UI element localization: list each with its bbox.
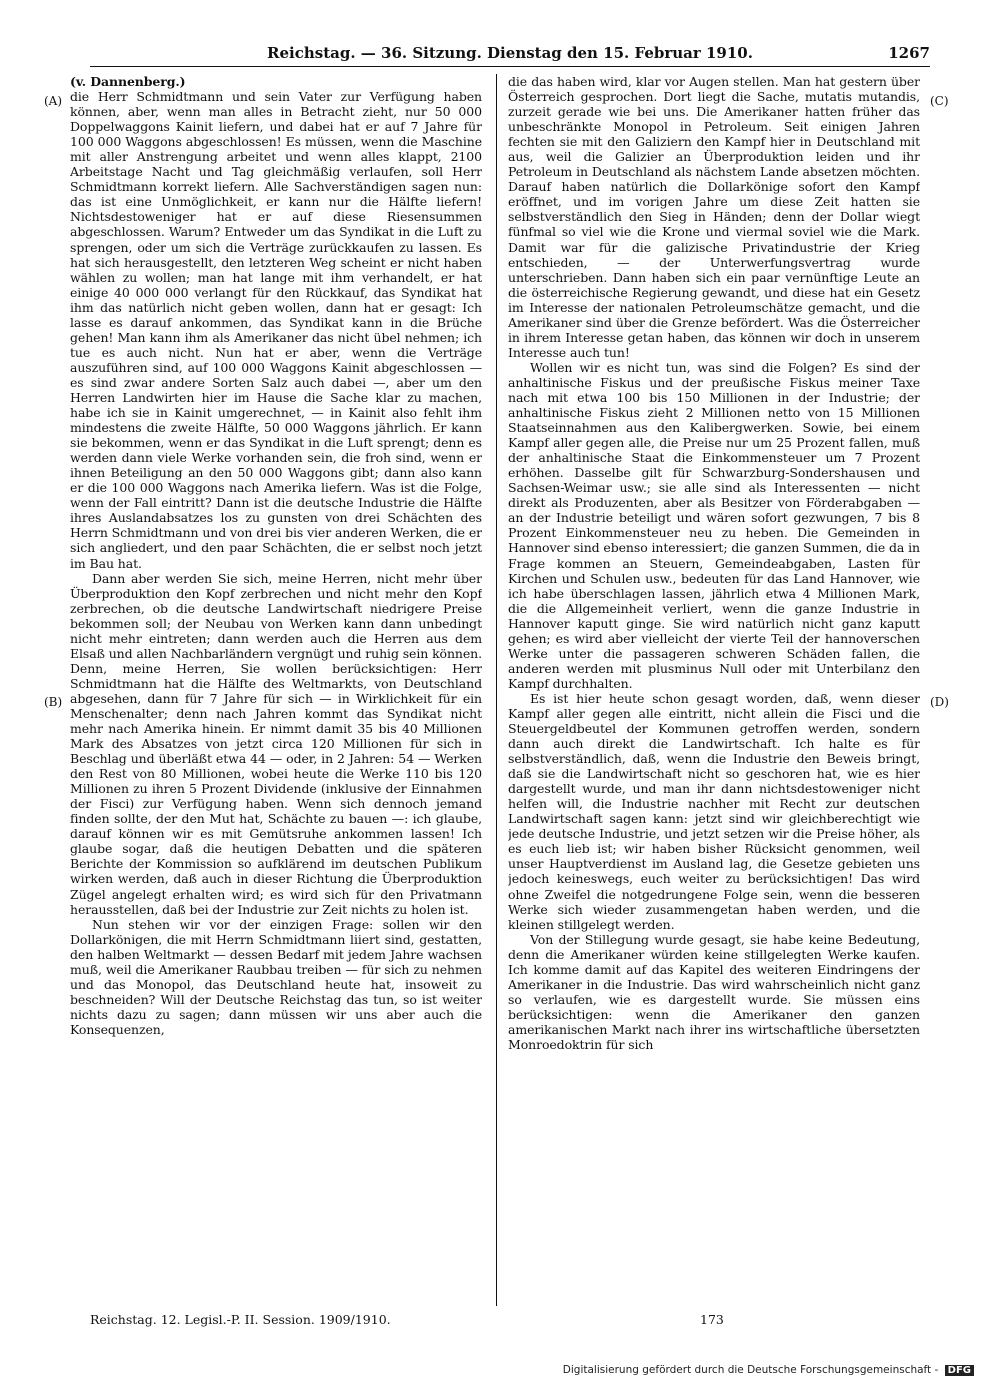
margin-marker-c: (C) — [930, 94, 949, 108]
paragraph: Von der Stillegung wurde gesagt, sie habe keine Bedeutung, denn die Amerikaner würden keine stillgelegten Werke kaufen. Ich komme damit auf das Kapitel des weiteren Eindringens der Amerikaner in die Industrie. Das wird wahrscheinlich nicht ganz so verlaufen, wie es dargestellt wurde. Sie müssen eins berücksichtigen: wenn die Amerikaner den ganzen amerikanischen Markt nach ihrer ins wirtschaftliche übersetzten Monroedoktrin für sich — [508, 931, 920, 1052]
right-column — [508, 74, 920, 1306]
paragraph: Wollen wir es nicht tun, was sind die Folgen? Es sind der anhaltinische Fiskus und der preußische Fiskus meiner Taxe nach mit etwa 100 bis 150 Millionen in der Industrie; der anhaltinische Fiskus zieht 2 Millionen netto von 15 Millionen Staatseinnahmen aus den Kalibergwerken. Sowie, bei einem Kampf aller gegen alle, die Preise nur um 25 Prozent fallen, muß der anhaltinische Staat die Einkommensteuer um 7 Prozent erhöhen. Dasselbe gilt für Schwarzburg-Sondershausen und Sachsen-Weimar usw.; sie alle sind als Interessenten — nicht direkt als Produzenten, aber als Besitzer von Förderabgaben — an der Industrie beteiligt und wären sofort gezwungen, 7 bis 8 Prozent Einkommensteuer neu zu heben. Die Gemeinden in Hannover sind ebenso interessiert; die ganzen Summen, die da in Frage kommen an Steuern, Gemeindeabgaben, Lasten für Kirchen und Schulen usw., bedeuten für das Land Hannover, wie ich habe überschlagen lassen, jährlich etwa 4 Millionen Mark, die die Allgemeinheit verliert, wenn die ganze Industrie in Hannover kaputt ginge. Sie wird natürlich nicht ganz kaputt gehen; es wird aber vielleicht der vierte Teil der hannoverschen Werke unter die passageren schweren Schäden fallen, die anderen werden mit plusminus Null oder mit Unterbilanz den Kampf durchhalten. — [508, 359, 920, 691]
speaker-label: (v. Dannenberg.) — [70, 74, 186, 89]
paragraph: die Herr Schmidtmann und sein Vater zur Verfügung haben können, aber, wenn man alles in Betracht zieht, nur 50 000 Doppelwaggons Kainit liefern, und dabei hat er auf 7 Jahre für 100 000 Waggons abgeschlossen! Es müssen, wenn die Maschine mit aller Anstrengung arbeitet und wenn alles klappt, 2100 Arbeitstage Nacht und Tag gleichmäßig verlaufen, soll Herr Schmidtmann korrekt liefern. Alle Sachverständigen sagen nun: das ist eine Unmöglichkeit, er kann nur die Hälfte liefern! Nichtsdestoweniger hat er auf diese Riesensummen abgeschlossen. Warum? Entweder um das Syndikat in die Luft zu sprengen, oder um sich die Verträge zurückkaufen zu lassen. Es hat sich herausgestellt, den letzteren Weg scheint er nicht haben wählen zu wollen; man hat lange mit ihm verhandelt, er hat einige 40 000 000 verlangt für den Rückkauf, das Syndikat hat ihm das natürlich nicht geben wollen, dann hat er gesagt: Ich lasse es darauf ankommen, das Syndikat kann in die Brüche gehen! Man kann ihm als Amerikaner das nicht übel nehmen; ich tue es auch nicht. Nun hat er aber, wenn die Verträge auszuführen sind, auf 100 000 Waggons Kainit abgeschlossen — es sind zwar andere Sorten Salz auch dabei —, aber um den Herren Landwirten hier im Hause die Sache klar zu machen, habe ich sie in Kainit umgerechnet, — in Kainit also fehlt ihm mindestens die zweite Hälfte, 50 000 Waggons jährlich. Er kann sie bekommen, wenn er das Syndikat in die Luft sprengt; denn es werden dann viele Werke vorhanden sein, die froh sind, wenn er ihnen Beteiligung an den 50 000 Waggons gibt; dann also kann er die 100 000 Waggons nach Amerika liefern. Was ist die Folge, wenn der Fall eintritt? Dann ist die deutsche Industrie die Hälfte ihres Auslandabsatzes los zu gunsten von drei Schächten des Herrn Schmidtmann und von drei bis vier anderen Werken, die er sich angliedert, und den paar Schächten, die er selbst noch jetzt im Bau hat. — [70, 89, 482, 571]
column-divider — [496, 74, 497, 1306]
margin-marker-b: (B) — [44, 695, 63, 709]
page-number: 1267 — [888, 44, 930, 62]
header-rule — [90, 66, 930, 67]
footer-session-info: Reichstag. 12. Legisl.-P. II. Session. 1909/1910. — [90, 1312, 391, 1327]
footer-sheet-number: 173 — [700, 1312, 724, 1327]
margin-marker-a: (A) — [44, 94, 63, 108]
digitization-credit — [563, 1364, 974, 1376]
header-title: Reichstag. — 36. Sitzung. Dienstag den 15. Februar 1910. — [267, 44, 753, 62]
paragraph: Dann aber werden Sie sich, meine Herren, nicht mehr über Überproduktion den Kopf zerbrechen und nicht mehr den Kopf zerbrechen, ob die deutsche Landwirtschaft niedrigere Preise bekommen soll; der Neubau von Werken kann dann unbedingt nicht mehr eintreten; dann werden auch die Herren aus dem Elsaß und allen Nachbarländern vergnügt und ruhig sein können. Denn, meine Herren, Sie wollen berücksichtigen: Herr Schmidtmann hat die Hälfte des Weltmarkts, von Deutschland abgesehen, dann für 7 Jahre für sich — in Wirklichkeit für ein Menschenalter; denn nach Jahren kommt das Syndikat nicht mehr nach Amerika hinein. Er nimmt damit 35 bis 40 Millionen Mark des Absatzes von jetzt circa 120 Millionen für sich in Beschlag und überläßt etwa 44 — oder, in 2 Jahren: 54 — Werken den Rest von 80 Millionen, wobei heute die Werke 110 bis 120 Millionen zu ihren 5 Prozent Dividende (inklusive der Einnahmen der Fisci) zur Verfügung haben. Wenn sich dennoch jemand finden sollte, der den Mut hat, Schächte zu bauen —: ich glaube, darauf können wir es mit Gemütsruhe ankommen lassen! Ich glaube sogar, daß die heutigen Debatten und die späteren Berichte der Kommission so aufklärend im deutschen Publikum wirken werden, daß auch in dieser Richtung die Überproduktion Zügel angelegt erhalten wird; es wird sich für den Privatmann herausstellen, daß bei der Industrie zur Zeit nichts zu holen ist. — [70, 570, 482, 917]
paragraph: Es ist hier heute schon gesagt worden, daß, wenn dieser Kampf aller gegen alle eintritt, nicht allein die Fisci und die Steuergeldbeutel der Kommunen getroffen werden, sondern dann auch direkt die Landwirtschaft. Ich halte es für selbstverständlich, daß, wenn die Industrie den Beweis bringt, daß sie die Landwirtschaft nicht so geschoren hat, wie es hier dargestellt wurde, und man ihr dann nichtsdestoweniger nicht helfen will, die Industrie nachher mit Recht zur deutschen Landwirtschaft sagen kann: jetzt sind wir gleichberechtigt wie jede deutsche Industrie, und jetzt setzen wir die Preise höher, als es euch lieb ist; wir haben bisher Rücksicht genommen, weil unser Hauptverdienst im Ausland lag, die Gesetze gebieten uns jedoch keineswegs, euch weiter zu berücksichtigen! Das wird ohne Zweifel die notgedrungene Folge sein, wenn die besseren Werke sich wieder zusammengetan haben werden, und die kleinen stillgelegt werden. — [508, 690, 920, 932]
paragraph: die das haben wird, klar vor Augen stellen. Man hat gestern über Österreich gesprochen. Dort liegt die Sache, mutatis mutandis, zurzeit gerade wie bei uns. Die Amerikaner hatten früher das unbeschränkte Monopol in Petroleum. Seit einigen Jahren fechten sie mit den Galiziern den Kampf hier in Deutschland mit aus, weil die Galizier an Überproduktion leiden und ihr Petroleum in Deutschland als nächstem Lande absetzen möchten. Darauf haben natürlich die Dollarkönige sofort den Kampf eröffnet, und im vorigen Jahre um diese Zeit hatten sie selbstverständlich den Sieg in Händen; denn der Dollar wiegt fünfmal so viel wie die Krone und viermal soviel wie die Mark. Damit war für die galizische Privatindustrie der Krieg entschieden, — der Unterwerfungsvertrag wurde unterschrieben. Dann haben sich ein paar vernünftige Leute an die österreichische Regierung gewandt, und diese hat ein Gesetz im Interesse der nationalen Petroleumschätze gemacht, und die Amerikaner sind über die Grenze befördert. Was die Österreicher in ihrem Interesse getan haben, das können wir doch in unserem Interesse auch tun! — [508, 74, 920, 360]
digitization-note: Digitalisierung gefördert durch die Deutsche Forschungsgemeinschaft - — [562, 1364, 939, 1376]
paragraph: Nun stehen wir vor der einzigen Frage: sollen wir den Dollarkönigen, die mit Herrn Schmidtmann liiert sind, gestatten, den halben Weltmarkt — dessen Bedarf mit jedem Jahre wachsen muß, weil die Amerikaner Raubbau treiben — für sich zu nehmen und das Monopol, das Deutschland heute hat, insoweit zu beschneiden? Will der Deutsche Reichstag das tun, so ist weiter nichts dazu zu sagen; dann müssen wir uns aber auch die Konsequenzen, — [70, 916, 482, 1037]
dfg-logo: DFG — [945, 1365, 974, 1376]
running-header — [90, 44, 930, 68]
margin-marker-d: (D) — [930, 695, 949, 709]
left-column — [70, 74, 482, 1306]
